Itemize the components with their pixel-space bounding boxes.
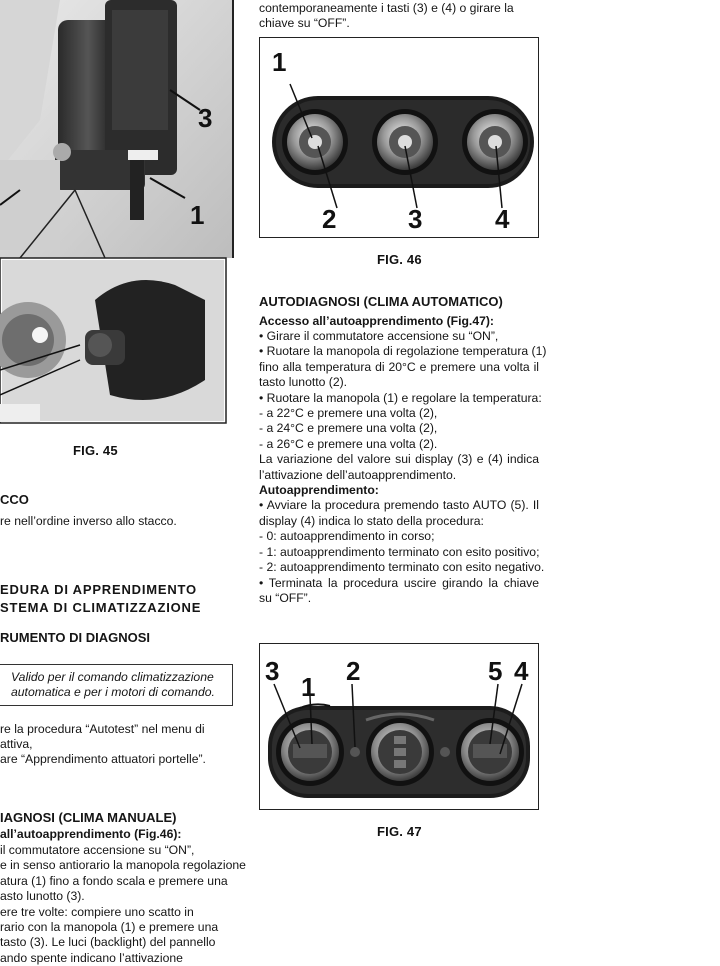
subheading-accesso: Accesso all’autoapprendimento (Fig.47): <box>259 314 494 328</box>
left-heading-strumento: RUMENTO DI DIAGNOSI <box>0 630 150 645</box>
fig46-label-1: 1 <box>272 47 287 77</box>
fig47-label-5: 5 <box>488 656 503 686</box>
right-top-line-2: chiave su “OFF”. <box>259 16 350 30</box>
section-title-autodiagnosi: AUTODIAGNOSI (CLIMA AUTOMATICO) <box>259 294 503 309</box>
fig47-label-1: 1 <box>301 672 316 702</box>
knob-center <box>366 718 434 786</box>
fig45-label-1: 1 <box>190 200 205 230</box>
fig47-label-2: 2 <box>346 656 361 686</box>
left-text-1: re nell’ordine inverso allo stacco. <box>0 514 177 528</box>
knob-2 <box>372 109 438 175</box>
fig46-figure <box>259 37 539 238</box>
fig47-caption: FIG. 47 <box>377 824 422 839</box>
left-body-line: attiva, <box>0 737 33 751</box>
fig46-panel <box>260 38 538 237</box>
note-line-2: automatica e per i motori di comando. <box>11 685 215 699</box>
right-top-line-1: contemporaneamente i tasti (3) e (4) o girare la <box>259 1 514 15</box>
left-body4-line: rario con la manopola (1) e premere una <box>0 920 219 935</box>
body-line: display (4) indica lo stato della procedura: <box>259 513 484 528</box>
knob-3 <box>462 109 528 175</box>
section-body <box>259 329 547 606</box>
left-subheading: all’autoapprendimento (Fig.46): <box>0 827 182 841</box>
body-line: • Girare il commutatore accensione su “ON”, <box>259 329 499 343</box>
left-heading-cco: CCO <box>0 492 29 507</box>
left-body4-line: e in senso antiorario la manopola regolazione <box>0 858 246 873</box>
fig45-photo <box>0 0 236 430</box>
left-body4-line: ere tre volte: compiere uno scatto in <box>0 904 194 919</box>
body-line: La variazione del valore sui display (3) e (4) indica <box>259 452 539 467</box>
body-line: su “OFF”. <box>259 590 312 605</box>
fig46-label-3: 3 <box>408 204 423 234</box>
fig45-label-3: 3 <box>198 103 213 133</box>
left-body4-line: il commutatore accensione su “ON”, <box>0 843 195 857</box>
body-line: • Ruotare la manopola (1) e regolare la temperatura: <box>259 390 542 405</box>
left-note-box <box>0 664 233 706</box>
left-body4-line: ando spente indicano l’attivazione <box>0 950 183 965</box>
fig46-label-2: 2 <box>322 204 337 234</box>
knob-right <box>456 718 524 786</box>
fig47-panel <box>260 644 538 809</box>
left-heading-autodiagnosi: IAGNOSI (CLIMA MANUALE) <box>0 810 177 825</box>
fig46-caption: FIG. 46 <box>377 252 422 267</box>
body-line: fino alla temperatura di 20°C e premere una volta il <box>259 359 539 374</box>
body-line: - a 22°C e premere una volta (2), <box>259 406 438 421</box>
body-line: • Ruotare la manopola di regolazione temperatura (1) <box>259 344 547 359</box>
left-body4-line: asto lunotto (3). <box>0 889 85 904</box>
fig47-label-3: 3 <box>265 656 280 686</box>
fig47-label-4: 4 <box>514 656 529 686</box>
knob-1 <box>282 109 348 175</box>
subheading-autoapprendimento: Autoapprendimento: <box>259 483 379 498</box>
body-line: - 0: autoapprendimento in corso; <box>259 529 435 544</box>
note-line-1: Valido per il comando climatizzazione <box>11 670 214 684</box>
left-body-line: are “Apprendimento attuatori portelle”. <box>0 752 206 766</box>
left-body4-line: tasto (3). Le luci (backlight) del pannello <box>0 935 216 950</box>
left-body4-line: atura (1) fino a fondo scala e premere una <box>0 873 228 888</box>
body-line: • Avviare la procedura premendo tasto AUTO (5). Il <box>259 498 539 513</box>
fig46-label-4: 4 <box>495 204 510 234</box>
body-line: - a 26°C e premere una volta (2). <box>259 436 438 451</box>
body-line: - a 24°C e premere una volta (2), <box>259 421 438 436</box>
body-line: l’attivazione dell’autoapprendimento. <box>259 467 457 482</box>
fig47-figure <box>259 643 539 810</box>
left-body4 <box>0 843 246 966</box>
body-line: - 2: autoapprendimento terminato con esito negativo. <box>259 560 545 575</box>
body-line: tasto lunotto (2). <box>259 375 348 390</box>
left-heading-procedura: EDURA DI APPRENDIMENTO <box>0 582 197 597</box>
left-body-line: re la procedura “Autotest” nel menu di <box>0 722 205 736</box>
body-line: • Terminata la procedura uscire girando la chiave <box>259 575 539 590</box>
fig45-caption: FIG. 45 <box>73 443 118 458</box>
fig45-figure <box>0 0 236 430</box>
left-heading-sistema: STEMA DI CLIMATIZZAZIONE <box>0 600 202 615</box>
body-line: - 1: autoapprendimento terminato con esito positivo; <box>259 544 540 559</box>
knob-left <box>276 718 344 786</box>
